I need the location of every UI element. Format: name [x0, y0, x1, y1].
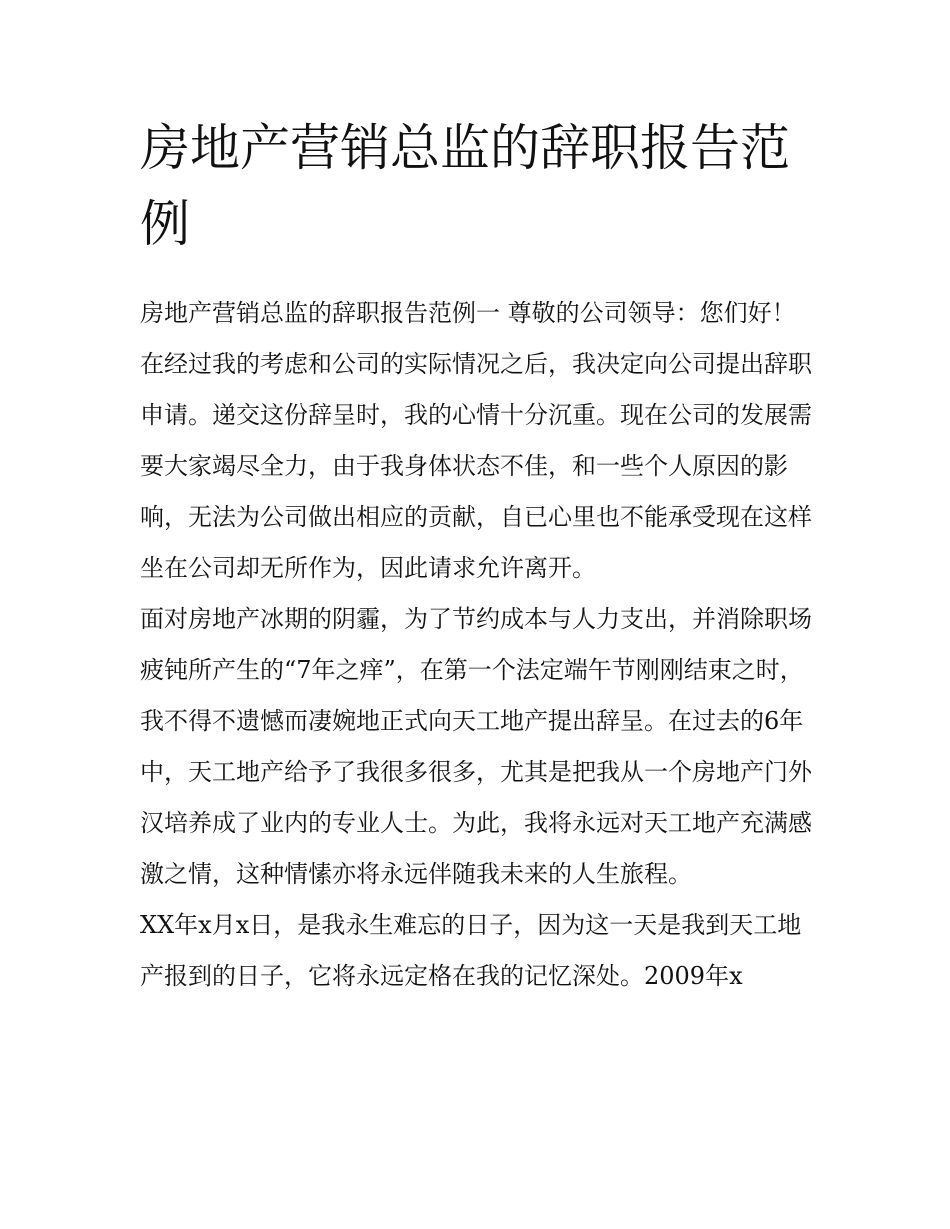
- document-body: [140, 288, 820, 1002]
- paragraph-resignation-reason: 在经过我的考虑和公司的实际情况之后，我决定向公司提出辞职申请。递交这份辞呈时，我的心情十分沉重。现在公司的发展需要大家竭尽全力，由于我身体状态不佳，和一些个人原因的影响，无法为公司做出相应的贡献，自已心里也不能承受现在这样坐在公司却无所作为，因此请求允许离开。: [140, 350, 812, 582]
- paragraph-gratitude: 面对房地产冰期的阴霾，为了节约成本与人力支出，并消除职场疲钝所产生的“7年之痒”，在第一个法定端午节刚刚结束之时，我不得不遗憾而凄婉地正式向天工地产提出辞呈。在过去的6年中，天工地产给予了我很多很多，尤其是把我从一个房地产门外汉培养成了业内的专业人士。为此，我将永远对天工地产充满感激之情，这种情愫亦将永远伴随我未来的人生旅程。: [140, 605, 812, 888]
- paragraph-greeting: 房地产营销总监的辞职报告范例一 尊敬的公司领导：您们好！: [140, 299, 796, 327]
- document-title: 房地产营销总监的辞职报告范例: [140, 119, 790, 253]
- paragraph-memory: XX年x月x日，是我永生难忘的日子，因为这一天是我到天工地产报到的日子，它将永远定格在我的记忆深处。2009年x: [140, 911, 802, 990]
- document-page: [140, 110, 820, 1002]
